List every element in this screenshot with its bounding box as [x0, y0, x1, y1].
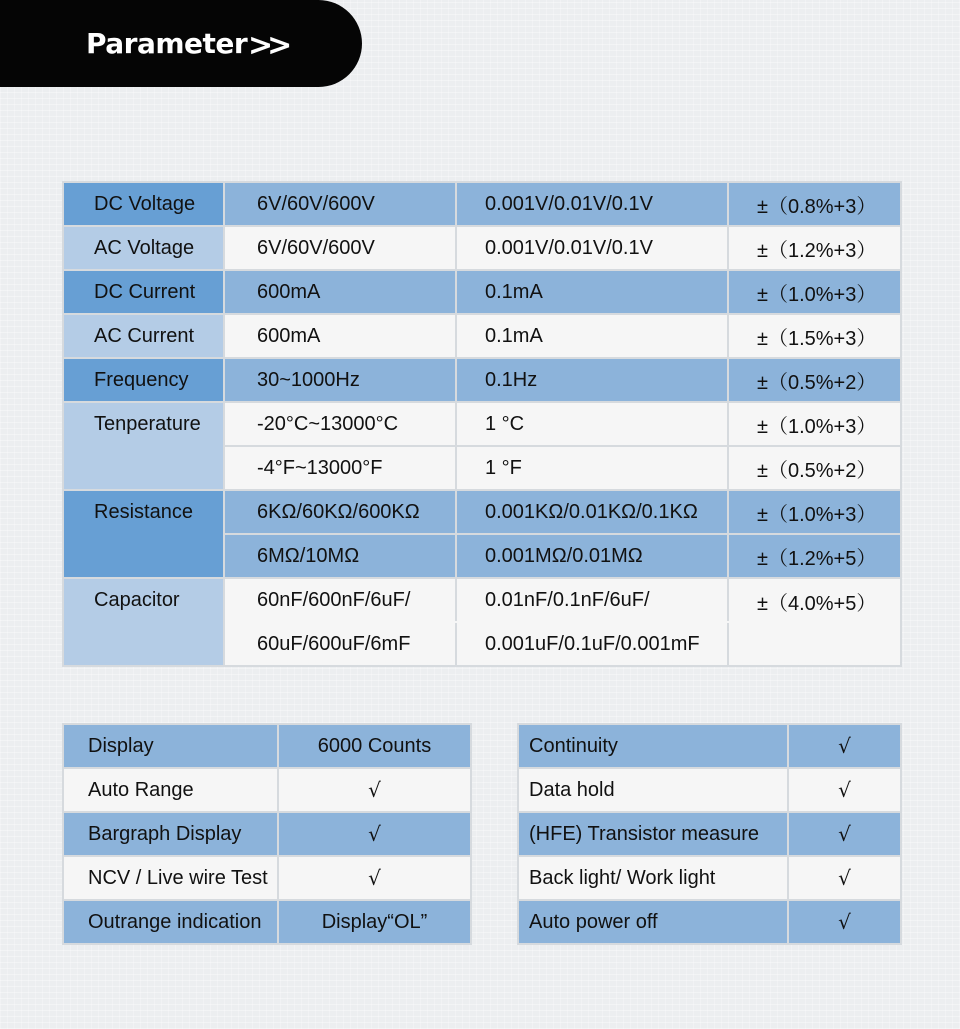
spec-range: 60nF/600nF/6uF/ — [224, 578, 456, 622]
spec-resolution: 0.001uF/0.1uF/0.001mF — [456, 622, 728, 666]
spec-row-capacitor — [63, 578, 901, 622]
spec-row-ac-voltage — [63, 226, 901, 270]
feature-label: NCV / Live wire Test — [63, 856, 278, 900]
spec-resolution: 0.001V/0.01V/0.1V — [456, 226, 728, 270]
feature-label: Auto power off — [518, 900, 788, 944]
spec-range: 6V/60V/600V — [224, 182, 456, 226]
spec-range: 6MΩ/10MΩ — [224, 534, 456, 578]
spec-row-frequency — [63, 358, 901, 402]
spec-accuracy: ±（0.8%+3） — [728, 182, 901, 226]
spec-accuracy: ±（0.5%+2） — [728, 358, 901, 402]
spec-accuracy: ±（1.0%+3） — [728, 490, 901, 534]
spec-resolution: 0.1Hz — [456, 358, 728, 402]
spec-accuracy: ±（1.5%+3） — [728, 314, 901, 358]
feature-label: Continuity — [518, 724, 788, 768]
spec-accuracy: ±（0.5%+2） — [728, 446, 901, 490]
checkmark-icon: √ — [278, 768, 471, 812]
spec-name: DC Voltage — [63, 182, 224, 226]
spec-range: -4°F~13000°F — [224, 446, 456, 490]
feature-label: Bargraph Display — [63, 812, 278, 856]
spec-name: Resistance — [63, 490, 224, 578]
feature-table-left — [62, 723, 472, 945]
feature-row — [518, 724, 901, 768]
checkmark-icon: √ — [788, 724, 901, 768]
spec-name: DC Current — [63, 270, 224, 314]
feature-value: Display“OL” — [278, 900, 471, 944]
feature-row — [518, 812, 901, 856]
spec-resolution: 0.001MΩ/0.01MΩ — [456, 534, 728, 578]
double-chevron-right-icon: >> — [248, 28, 287, 63]
spec-range: 6KΩ/60KΩ/600KΩ — [224, 490, 456, 534]
spec-name: AC Current — [63, 314, 224, 358]
spec-range: 600mA — [224, 270, 456, 314]
spec-row-dc-voltage — [63, 182, 901, 226]
section-title: Parameter — [86, 27, 248, 60]
feature-row — [63, 856, 471, 900]
checkmark-icon: √ — [788, 768, 901, 812]
spec-resolution: 0.1mA — [456, 270, 728, 314]
feature-row — [63, 812, 471, 856]
section-header — [0, 0, 362, 87]
spec-row-temperature — [63, 402, 901, 446]
feature-row — [518, 768, 901, 812]
checkmark-icon: √ — [278, 856, 471, 900]
spec-resolution: 0.01nF/0.1nF/6uF/ — [456, 578, 728, 622]
feature-label: Auto Range — [63, 768, 278, 812]
specification-table — [62, 181, 902, 667]
spec-row-ac-current — [63, 314, 901, 358]
spec-accuracy: ±（1.0%+3） — [728, 270, 901, 314]
spec-name: AC Voltage — [63, 226, 224, 270]
spec-accuracy: ±（1.2%+5） — [728, 534, 901, 578]
spec-range: -20°C~13000°C — [224, 402, 456, 446]
feature-label: Data hold — [518, 768, 788, 812]
spec-name: Tenperature — [63, 402, 224, 490]
spec-resolution: 1 °C — [456, 402, 728, 446]
spec-range: 60uF/600uF/6mF — [224, 622, 456, 666]
feature-label: Back light/ Work light — [518, 856, 788, 900]
feature-row — [63, 768, 471, 812]
feature-row — [63, 900, 471, 944]
feature-value: 6000 Counts — [278, 724, 471, 768]
spec-accuracy: ±（1.2%+3） — [728, 226, 901, 270]
spec-accuracy: ±（4.0%+5） — [728, 578, 901, 666]
spec-name: Frequency — [63, 358, 224, 402]
spec-range: 30~1000Hz — [224, 358, 456, 402]
spec-range: 6V/60V/600V — [224, 226, 456, 270]
checkmark-icon: √ — [788, 900, 901, 944]
spec-resolution: 0.001V/0.01V/0.1V — [456, 182, 728, 226]
feature-label: (HFE) Transistor measure — [518, 812, 788, 856]
checkmark-icon: √ — [788, 812, 901, 856]
checkmark-icon: √ — [788, 856, 901, 900]
spec-resolution: 1 °F — [456, 446, 728, 490]
feature-label: Outrange indication — [63, 900, 278, 944]
checkmark-icon: √ — [278, 812, 471, 856]
spec-accuracy: ±（1.0%+3） — [728, 402, 901, 446]
spec-row-resistance — [63, 490, 901, 534]
spec-range: 600mA — [224, 314, 456, 358]
feature-table-right — [517, 723, 902, 945]
feature-row — [63, 724, 471, 768]
feature-row — [518, 856, 901, 900]
spec-name: Capacitor — [63, 578, 224, 666]
feature-row — [518, 900, 901, 944]
spec-resolution: 0.1mA — [456, 314, 728, 358]
spec-resolution: 0.001KΩ/0.01KΩ/0.1KΩ — [456, 490, 728, 534]
feature-label: Display — [63, 724, 278, 768]
spec-row-dc-current — [63, 270, 901, 314]
